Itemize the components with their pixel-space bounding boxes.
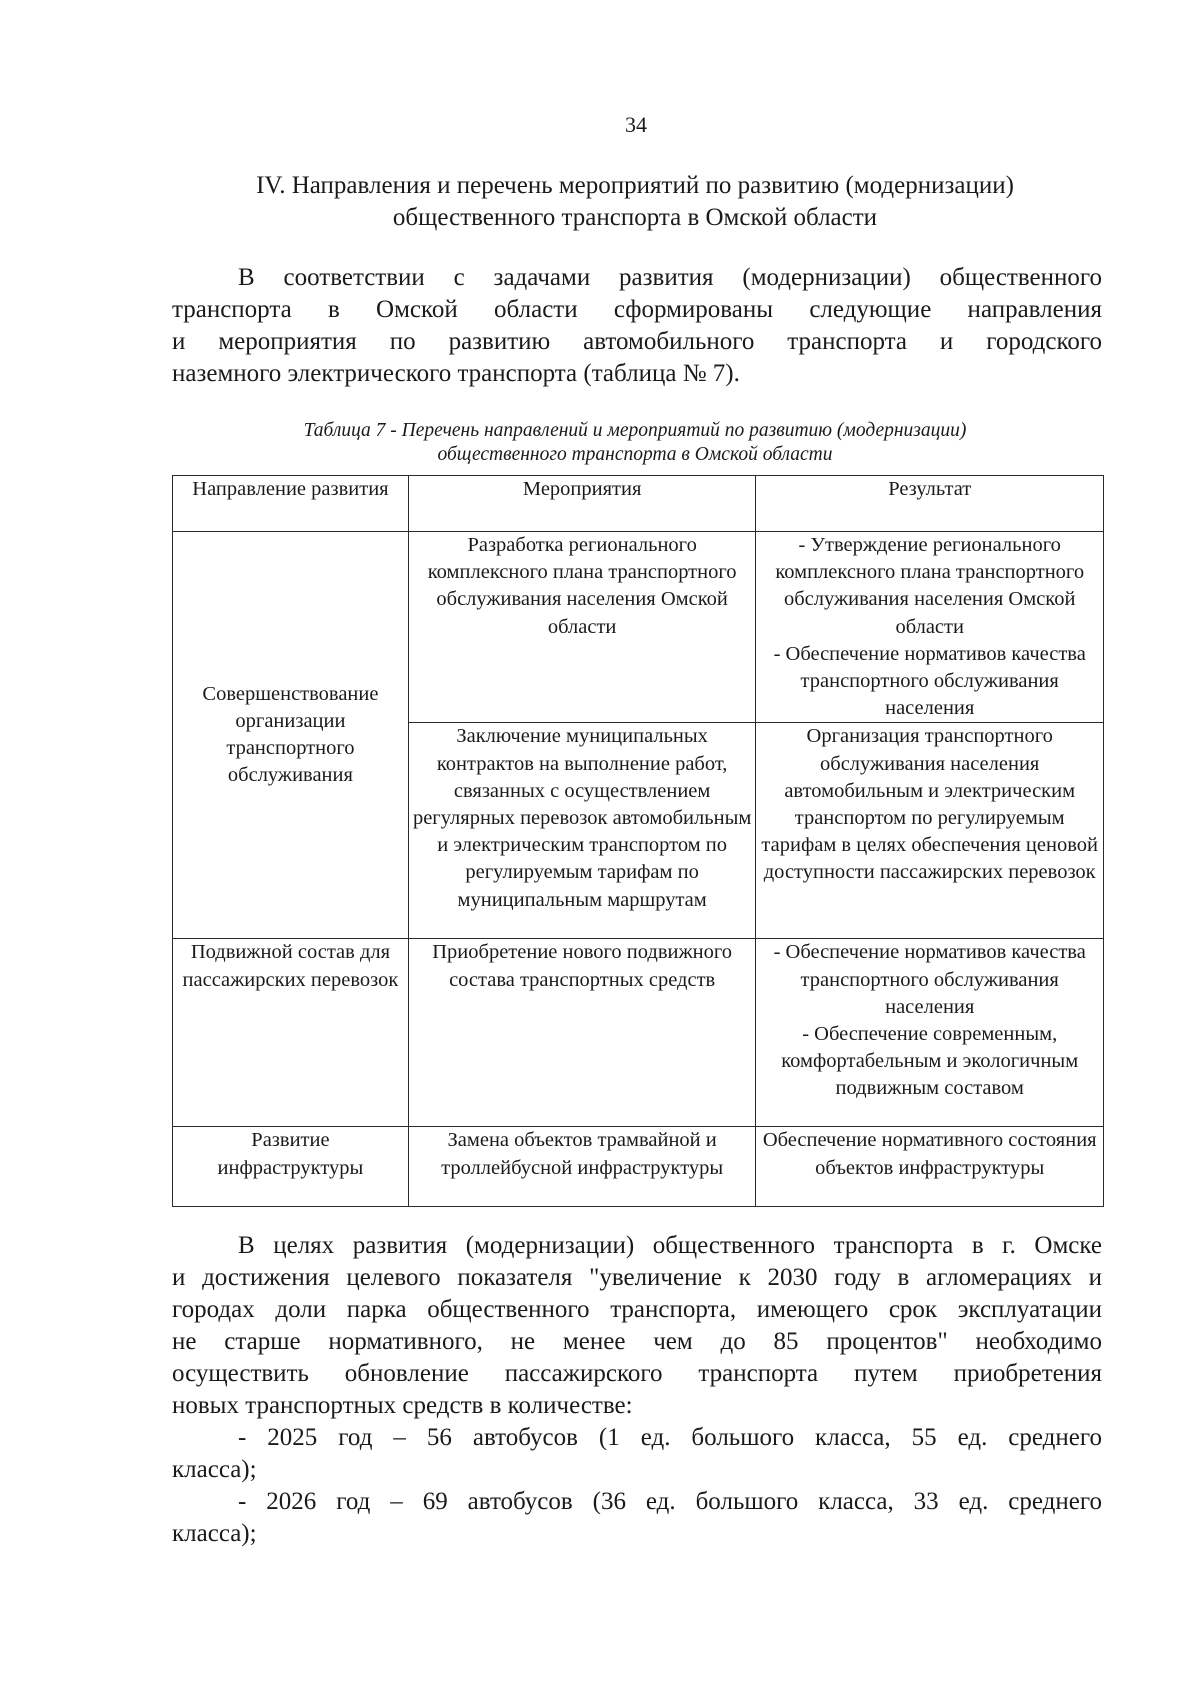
- row2-result-1: - Обеспечение нормативов качества транспортного обслуживания населения: [773, 941, 1086, 1018]
- section-heading-line-2: общественного транспорта в Омской области: [392, 204, 878, 231]
- intro-line-1: В соответствии с задачами развития (модернизации) общественного: [238, 264, 1102, 291]
- row2-direction: Подвижной состав для пассажирских перевозок: [173, 939, 409, 1127]
- row3-result: Обеспечение нормативного состояния объектов инфраструктуры: [756, 1127, 1104, 1207]
- intro-line-3: и мероприятия по развитию автомобильного транспорта и городского: [172, 328, 1102, 355]
- para2-line-1: В целях развития (модернизации) общественного транспорта в г. Омске: [238, 1232, 1102, 1259]
- intro-line-4: наземного электрического транспорта (таблица № 7).: [172, 360, 740, 387]
- row1-measure-a: Разработка регионального комплексного плана транспортного обслуживания населения Омской области: [408, 532, 756, 723]
- row1-result-a2: - Обеспечение нормативов качества транспортного обслуживания населения: [773, 642, 1086, 720]
- para2-line-4: не старше нормативного, не менее чем до 85 процентов" необходимо: [172, 1328, 1102, 1355]
- table-header-row: [173, 476, 1104, 532]
- list-item-2-line-1: - 2026 год – 69 автобусов (36 ед. большого класса, 33 ед. среднего: [238, 1488, 1102, 1515]
- row3-measure: Замена объектов трамвайной и троллейбусной инфраструктуры: [408, 1127, 756, 1207]
- header-result: Результат: [756, 476, 1104, 532]
- page-number: 34: [625, 112, 647, 137]
- row3-direction: Развитие инфраструктуры: [173, 1127, 409, 1207]
- table-row: [173, 532, 1104, 723]
- table-row: [173, 1127, 1104, 1207]
- header-direction: Направление развития: [173, 476, 409, 532]
- list-item-2-line-2: класса);: [172, 1520, 257, 1547]
- table-caption-line-1: Таблица 7 - Перечень направлений и мероприятий по развитию (модернизации): [303, 420, 967, 441]
- table-caption-line-2: общественного транспорта в Омской области: [437, 444, 833, 465]
- row1-measure-b: Заключение муниципальных контрактов на выполнение работ, связанных с осуществлением регулярных перевозок автомобильным и электрическим транспортом по регулируемым тарифам по муниципальным маршрутам: [408, 723, 756, 939]
- table-caption: [150, 419, 1120, 467]
- para2-line-2: и достижения целевого показателя "увеличение к 2030 году в агломерациях и: [172, 1264, 1102, 1291]
- intro-line-2: транспорта в Омской области сформированы следующие направления: [172, 296, 1102, 323]
- row2-result: [756, 939, 1104, 1127]
- intro-paragraph: [172, 262, 1102, 390]
- row1-direction: Совершенствование организации транспортного обслуживания: [173, 532, 409, 939]
- row2-result-2: - Обеспечение современным, комфортабельным и экологичным подвижным составом: [781, 1023, 1079, 1100]
- header-measures: Мероприятия: [408, 476, 756, 532]
- para2-line-3: городах доли парка общественного транспорта, имеющего срок эксплуатации: [172, 1296, 1102, 1323]
- row2-measure: Приобретение нового подвижного состава транспортных средств: [408, 939, 756, 1127]
- table-row: [173, 939, 1104, 1127]
- section-heading-line-1: IV. Направления и перечень мероприятий по развитию (модернизации): [256, 172, 1014, 199]
- row1-result-b: Организация транспортного обслуживания населения автомобильным и электрическим транспортом по регулируемым тарифам в целях обеспечения ценовой доступности пассажирских перевозок: [756, 723, 1104, 939]
- para2-line-5: осуществить обновление пассажирского транспорта путем приобретения: [172, 1360, 1102, 1387]
- measures-table: [172, 475, 1104, 1207]
- body-paragraph: [172, 1230, 1102, 1550]
- section-heading: [150, 170, 1120, 234]
- row1-result-a: [756, 532, 1104, 723]
- row1-result-a1: - Утверждение регионального комплексного плана транспортного обслуживания населения Омской области: [775, 534, 1085, 638]
- list-item-1-line-2: класса);: [172, 1456, 257, 1483]
- para2-line-6: новых транспортных средств в количестве:: [172, 1392, 633, 1419]
- list-item-1-line-1: - 2025 год – 56 автобусов (1 ед. большого класса, 55 ед. среднего: [238, 1424, 1102, 1451]
